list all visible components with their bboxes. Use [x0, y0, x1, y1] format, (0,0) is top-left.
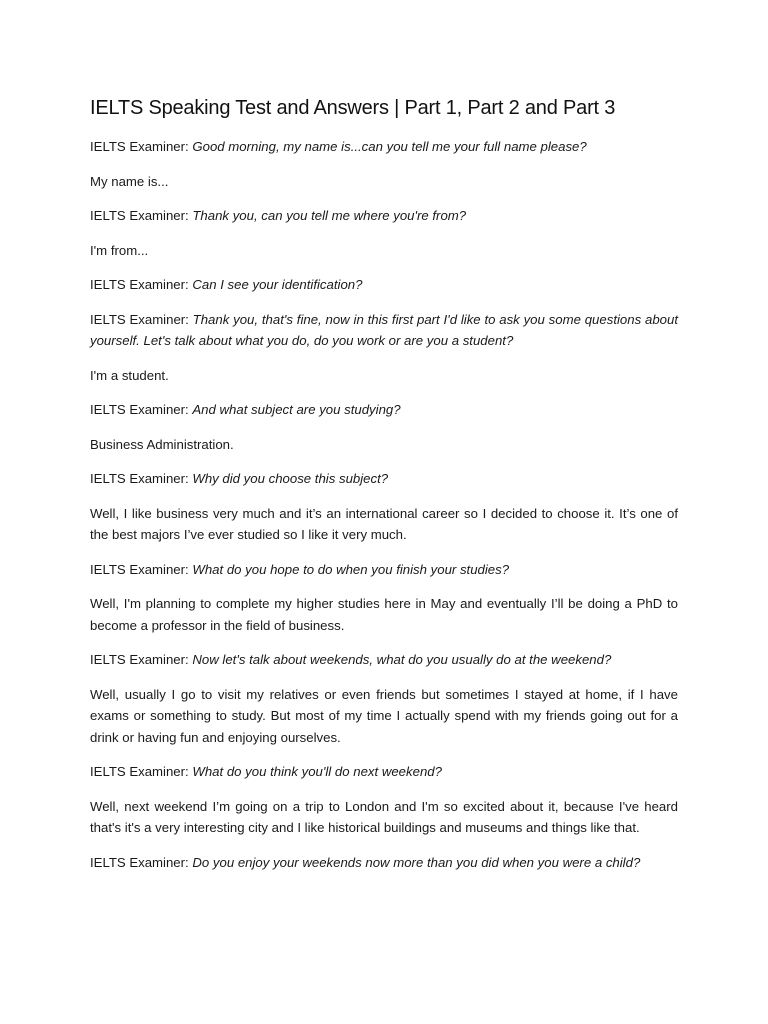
candidate-answer: Well, usually I go to visit my relatives or even friends but sometimes I stayed at home, if I have exams or something to study. But most of my time I actually spend with my friends going out for a drink or having fun and enjoying ourselves.	[90, 686, 678, 745]
examiner-question	[90, 309, 678, 352]
examiner-question	[90, 136, 678, 158]
speaker-label: IELTS Examiner:	[90, 311, 189, 327]
speaker-label: IELTS Examiner:	[90, 139, 189, 154]
question-text: Why did you choose this subject?	[192, 471, 389, 486]
examiner-question	[90, 761, 678, 783]
question-text: Now let's talk about weekends, what do you usually do at the weekend?	[192, 652, 612, 667]
question-text: Thank you, can you tell me where you're from?	[192, 208, 467, 223]
examiner-question	[90, 468, 678, 490]
examiner-question	[90, 649, 678, 671]
candidate-answer: Well, I'm planning to complete my higher studies here in May and eventually I’ll be doing a PhD to become a professor in the field of business.	[90, 596, 678, 633]
examiner-question	[90, 852, 678, 874]
question-text: Good morning, my name is...can you tell me your full name please?	[192, 139, 587, 154]
candidate-answer: My name is...	[90, 173, 169, 189]
question-text: Do you enjoy your weekends now more than you did when you were a child?	[192, 854, 641, 870]
candidate-answer: Well, next weekend I’m going on a trip to London and I'm so excited about it, because I've heard that's it's a very interesting city and I like historical buildings and museums and things like that.	[90, 798, 678, 835]
speaker-label: IELTS Examiner:	[90, 277, 189, 292]
candidate-answer: Well, I like business very much and it’s an international career so I decided to choose it. It’s one of the best majors I’ve ever studied so I like it very much.	[90, 505, 678, 542]
speaker-label: IELTS Examiner:	[90, 854, 189, 870]
speaker-label: IELTS Examiner:	[90, 402, 189, 417]
question-text: What do you hope to do when you finish your studies?	[192, 561, 510, 577]
examiner-question	[90, 205, 678, 227]
examiner-question	[90, 559, 678, 581]
dialogue	[90, 136, 678, 873]
examiner-question	[90, 274, 678, 296]
document-title: IELTS Speaking Test and Answers | Part 1, Part 2 and Part 3	[90, 97, 616, 119]
speaker-label: IELTS Examiner:	[90, 561, 189, 577]
question-text: What do you think you'll do next weekend?	[192, 764, 442, 779]
question-text: Thank you, that's fine, now in this first part I'd like to ask you some questions about yourself. Let's talk about what you do, do you work or are you a student?	[90, 311, 678, 348]
speaker-label: IELTS Examiner:	[90, 764, 189, 779]
question-text: And what subject are you studying?	[192, 402, 401, 417]
candidate-answer: I'm a student.	[90, 367, 169, 383]
candidate-answer: I'm from...	[90, 242, 149, 258]
speaker-label: IELTS Examiner:	[90, 208, 189, 223]
question-text: Can I see your identification?	[192, 277, 363, 292]
examiner-question	[90, 399, 678, 421]
speaker-label: IELTS Examiner:	[90, 471, 189, 486]
speaker-label: IELTS Examiner:	[90, 652, 189, 667]
candidate-answer: Business Administration.	[90, 436, 234, 452]
document-body	[90, 94, 678, 886]
